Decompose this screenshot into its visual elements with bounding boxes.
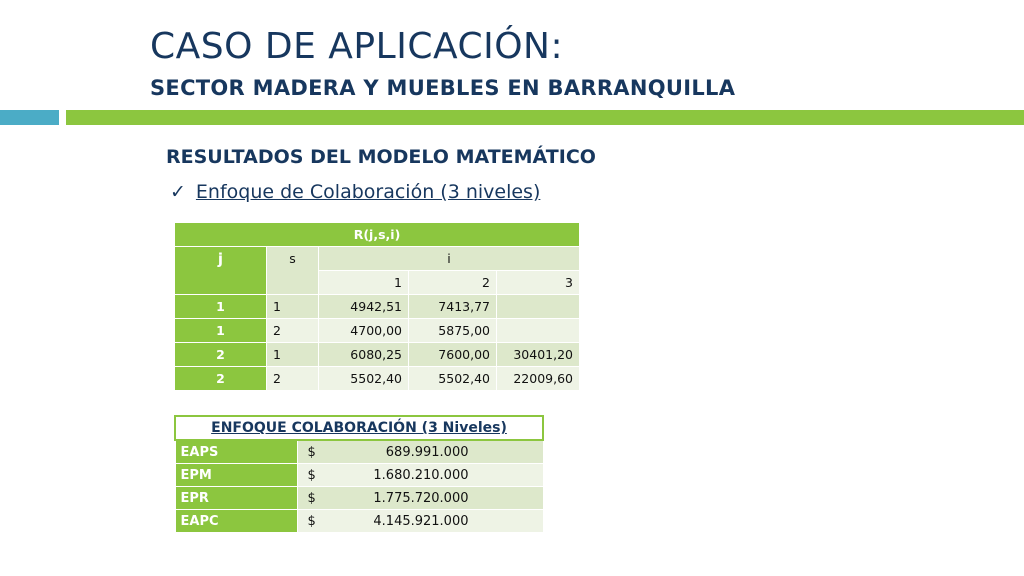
currency: $: [307, 444, 316, 460]
slide-title: CASO DE APLICACIÓN:: [150, 26, 564, 67]
currency: $: [307, 467, 316, 483]
collaboration-table: [174, 415, 544, 533]
amount: 689.991.000: [385, 444, 469, 460]
amount: 1.775.720.000: [373, 490, 469, 506]
cell-value: 5502,40: [319, 367, 409, 391]
results-table: [174, 222, 580, 391]
amount-cell: [297, 440, 543, 464]
cell-j: 2: [175, 343, 267, 367]
amount-cell: [297, 487, 543, 510]
table-title: ENFOQUE COLABORACIÓN (3 Niveles): [175, 416, 543, 440]
cell-value: 30401,20: [497, 343, 580, 367]
table-row: [175, 295, 580, 319]
row-label: EAPC: [175, 510, 297, 533]
cell-value: 7413,77: [409, 295, 497, 319]
cell-value: 5502,40: [409, 367, 497, 391]
check-icon: ✓: [170, 181, 186, 203]
row-label: EPR: [175, 487, 297, 510]
table-row: [175, 367, 580, 391]
amount-cell: [297, 510, 543, 533]
col-i-header: i: [319, 247, 580, 271]
table-row: [175, 440, 543, 464]
i-value: 1: [319, 271, 409, 295]
cell-s: 2: [267, 367, 319, 391]
cell-s: 1: [267, 343, 319, 367]
table-row: [175, 487, 543, 510]
amount: 1.680.210.000: [373, 467, 469, 483]
currency: $: [307, 513, 316, 529]
cell-value: [497, 295, 580, 319]
cell-value: 22009,60: [497, 367, 580, 391]
amount-cell: [297, 464, 543, 487]
table-title: R(j,s,i): [175, 223, 580, 247]
cell-value: 4942,51: [319, 295, 409, 319]
cell-j: 1: [175, 319, 267, 343]
i-value: 3: [497, 271, 580, 295]
bullet-item: [170, 181, 540, 203]
cell-value: [497, 319, 580, 343]
cell-value: 6080,25: [319, 343, 409, 367]
amount: 4.145.921.000: [373, 513, 469, 529]
cell-s: 1: [267, 295, 319, 319]
col-j-header: j: [175, 247, 267, 295]
cell-j: 2: [175, 367, 267, 391]
slide-subtitle: SECTOR MADERA Y MUEBLES EN BARRANQUILLA: [150, 76, 736, 100]
row-label: EPM: [175, 464, 297, 487]
currency: $: [307, 490, 316, 506]
table-row: [175, 510, 543, 533]
cell-value: 4700,00: [319, 319, 409, 343]
divider-blue: [0, 110, 59, 125]
cell-s: 2: [267, 319, 319, 343]
i-value: 2: [409, 271, 497, 295]
table-row: [175, 319, 580, 343]
table-row: [175, 464, 543, 487]
cell-value: 5875,00: [409, 319, 497, 343]
col-s-header: s: [267, 247, 319, 295]
bullet-text: Enfoque de Colaboración (3 niveles): [195, 181, 541, 203]
cell-value: 7600,00: [409, 343, 497, 367]
table-row: [175, 343, 580, 367]
row-label: EAPS: [175, 440, 297, 464]
cell-j: 1: [175, 295, 267, 319]
section-heading: RESULTADOS DEL MODELO MATEMÁTICO: [166, 146, 596, 168]
divider-green: [66, 110, 1024, 125]
